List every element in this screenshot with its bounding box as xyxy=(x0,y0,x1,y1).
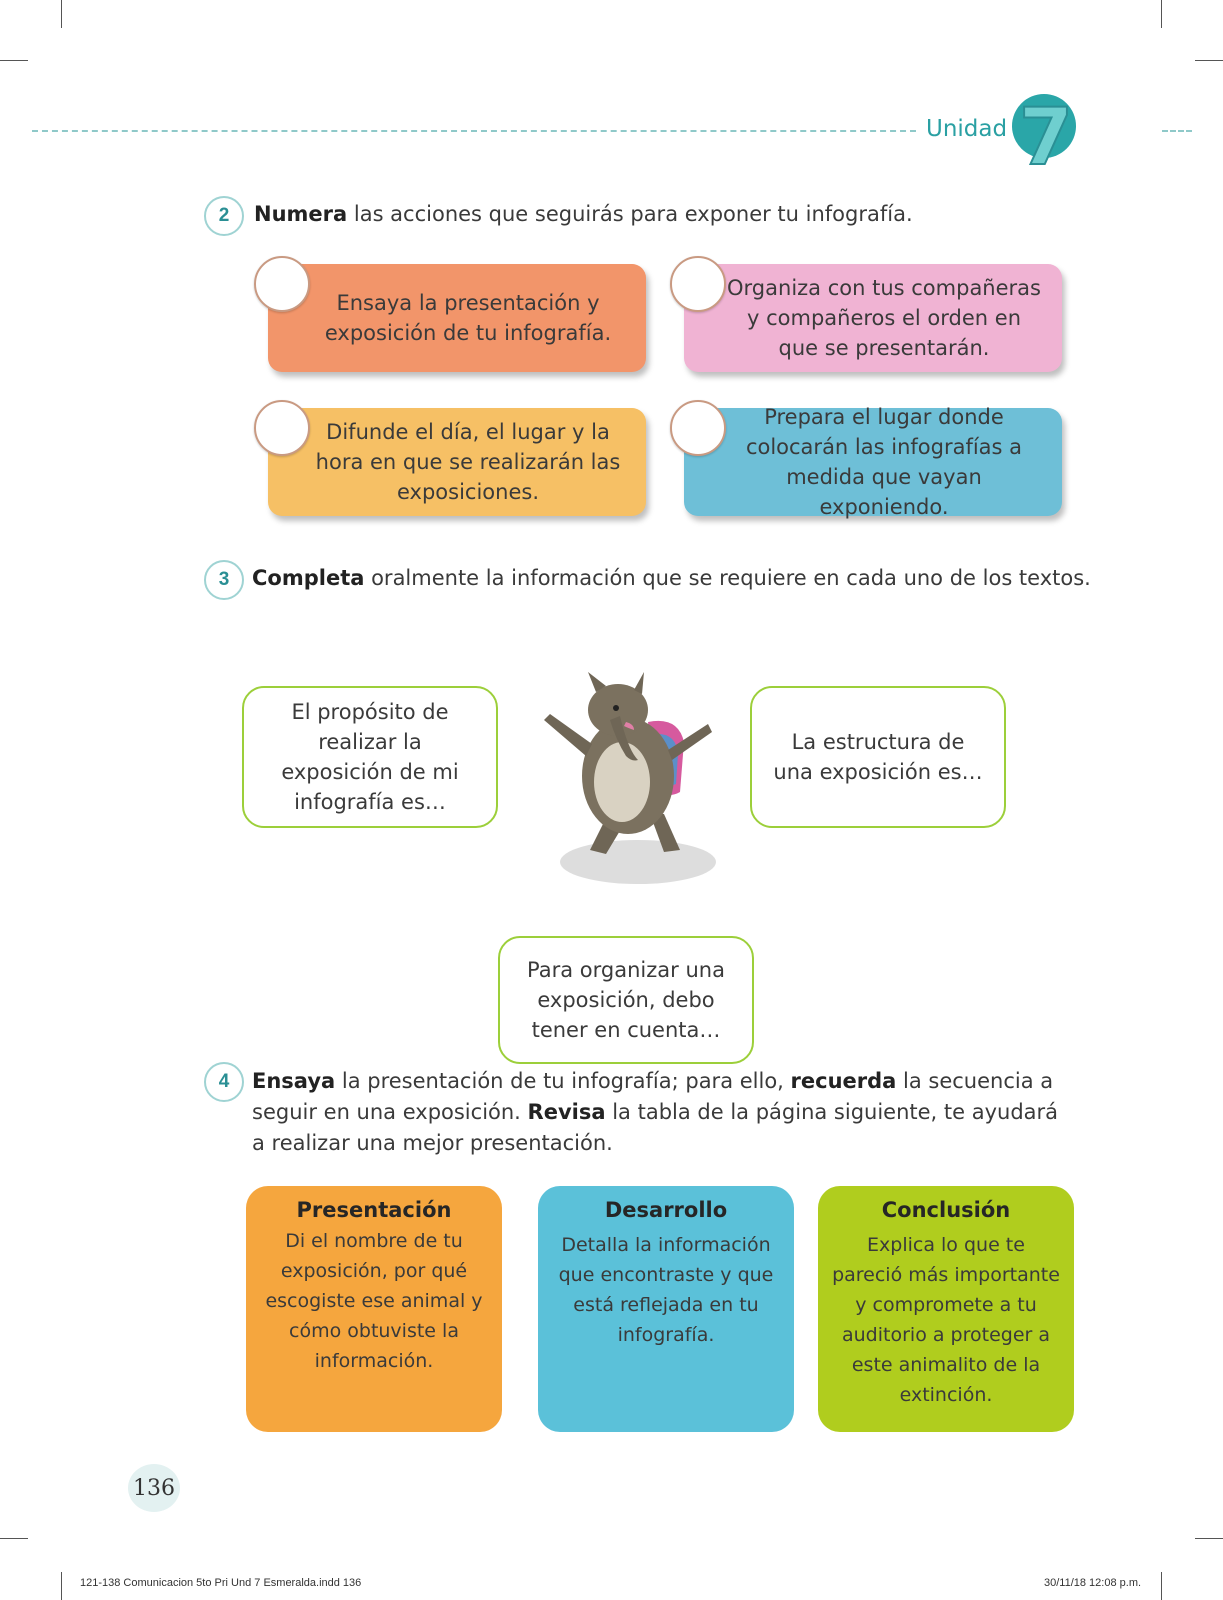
step-2-number: 2 xyxy=(204,196,244,236)
crop-mark xyxy=(61,1572,62,1600)
step-4-instruction xyxy=(252,1066,1072,1159)
action-card-text: Organiza con tus compañeras y compañeros el orden en que se presentarán. xyxy=(727,276,1041,360)
step-4-verb-1: Ensaya xyxy=(252,1069,336,1093)
header-dashed-line-right xyxy=(1162,130,1192,132)
number-circle-input[interactable] xyxy=(670,256,726,312)
action-card-text: Prepara el lugar donde colocarán las infografías a medida que vayan exponiendo. xyxy=(745,405,1023,519)
unit-number: 7 xyxy=(1018,93,1074,176)
action-card-organize xyxy=(684,264,1062,372)
number-circle-input[interactable] xyxy=(254,400,310,456)
crop-mark xyxy=(1161,1572,1162,1600)
footer-timestamp: 30/11/18 12:08 p.m. xyxy=(1044,1577,1142,1589)
step-4-verb-2: recuerda xyxy=(790,1069,897,1093)
sequence-card-conclusion xyxy=(818,1186,1074,1432)
action-card-text: Ensaya la presentación y exposición de tu infografía. xyxy=(324,291,612,345)
crop-mark xyxy=(1161,0,1162,28)
crop-mark xyxy=(1195,60,1223,61)
crop-mark xyxy=(0,60,28,61)
step-3-verb: Completa xyxy=(252,566,365,590)
sequence-card-title: Presentación xyxy=(296,1198,452,1222)
footer-file-info: 121-138 Comunicacion 5to Pri Und 7 Esmeralda.indd 136 xyxy=(80,1577,362,1589)
step-4-verb-3: Revisa xyxy=(527,1100,606,1124)
unit-label: Unidad xyxy=(926,116,1008,142)
step-3-instruction xyxy=(252,563,1192,594)
prompt-bubble-text: Para organizar una exposición, debo tener en cuenta… xyxy=(527,958,725,1042)
crop-mark xyxy=(61,0,62,28)
number-circle-input[interactable] xyxy=(254,256,310,312)
page-number: 136 xyxy=(128,1464,180,1512)
action-card-announce xyxy=(268,408,646,516)
step-3-number: 3 xyxy=(204,560,244,600)
action-card-prepare xyxy=(684,405,1062,519)
step-2-verb: Numera xyxy=(254,202,348,226)
crop-mark xyxy=(1195,1538,1223,1539)
anteater-illustration xyxy=(530,664,740,894)
step-4-text-2: la secuencia a seguir en una exposición. xyxy=(252,1069,1054,1124)
step-2-instruction xyxy=(254,199,1154,230)
sequence-card-title: Conclusión xyxy=(881,1198,1011,1222)
action-card-rehearse xyxy=(268,264,646,372)
step-4-text-1: la presentación de tu infografía; para ello, xyxy=(335,1069,791,1093)
sequence-card-presentation xyxy=(246,1186,502,1432)
sequence-card-body: Di el nombre de tu exposición, por qué escogiste ese animal y cómo obtuviste la información. xyxy=(265,1230,483,1372)
sequence-card-title: Desarrollo xyxy=(604,1198,728,1222)
prompt-bubble-structure xyxy=(750,686,1006,828)
crop-mark xyxy=(0,1538,28,1539)
prompt-bubble-text: El propósito de realizar la exposición de mi infografía es… xyxy=(281,700,459,814)
prompt-bubble-text: La estructura de una exposición es… xyxy=(773,730,983,784)
sequence-card-body: Detalla la información que encontraste y que está reflejada en tu infografía. xyxy=(558,1234,774,1346)
step-4-text-3: la tabla de la página siguiente, te ayudará a realizar una mejor presentación. xyxy=(252,1100,1059,1155)
prompt-bubble-organize xyxy=(498,936,754,1064)
sequence-card-body: Explica lo que te pareció más importante y compromete a tu auditorio a proteger a este animalito de la extinción. xyxy=(832,1234,1060,1406)
sequence-card-development xyxy=(538,1186,794,1432)
unit-number-badge xyxy=(1010,84,1078,176)
step-4-number: 4 xyxy=(204,1062,244,1102)
number-circle-input[interactable] xyxy=(670,400,726,456)
step-3-text: oralmente la información que se requiere en cada uno de los textos. xyxy=(364,566,1091,590)
step-2-text: las acciones que seguirás para exponer tu infografía. xyxy=(347,202,913,226)
header-dashed-line xyxy=(32,130,916,132)
prompt-bubble-purpose xyxy=(242,686,498,828)
action-card-text: Difunde el día, el lugar y la hora en que se realizarán las exposiciones. xyxy=(315,420,621,504)
